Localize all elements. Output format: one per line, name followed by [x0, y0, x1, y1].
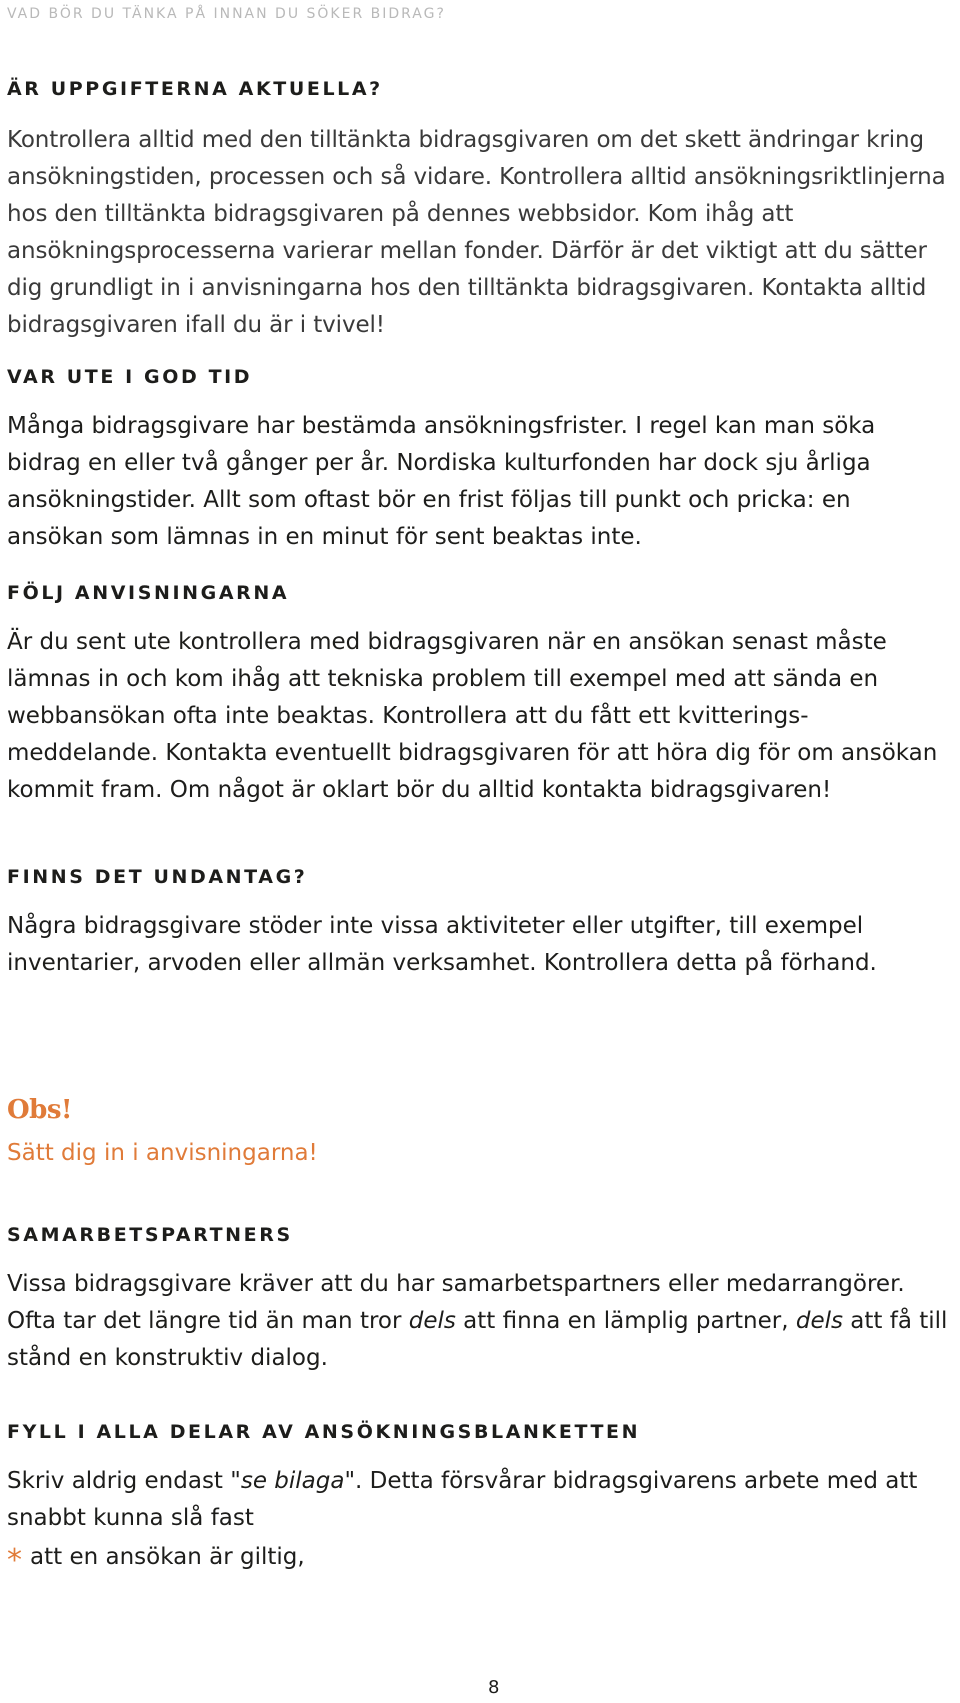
- section-fyll-i: [7, 1421, 952, 1537]
- section-body: [7, 1266, 952, 1377]
- section-body: Några bidragsgivare stöder inte vissa aktiviteter eller utgifter, till exempel inventarier, arvoden eller allmän verksamhet. Kontrollera detta på förhand.: [7, 913, 877, 976]
- emphasis: dels: [795, 1308, 843, 1334]
- section-heading: ÄR UPPGIFTERNA AKTUELLA?: [7, 78, 383, 100]
- section-body: Är du sent ute kontrollera med bidragsgivaren när en ansökan senast måste lämnas in och kom ihåg att tekniska problem till exempel med att sända en webbansökan ofta inte beaktas. Kontrollera att du fått ett kvitterings-meddelande. Kontakta eventuellt bidragsgivaren för att höra dig för om ansökan kommit fram. Om något är oklart bör du alltid kontakta bidragsgivaren!: [7, 629, 938, 803]
- section-heading: FÖLJ ANVISNINGARNA: [7, 582, 290, 604]
- bullet-text: att en ansökan är giltig,: [30, 1544, 305, 1570]
- body-part: att finna en lämplig partner,: [455, 1308, 796, 1334]
- section-body: [7, 1463, 952, 1537]
- body-part: Vissa bidragsgivare kräver att du har samarbetspartners eller medarrangörer. Ofta tar det längre tid än man tror: [7, 1271, 905, 1334]
- obs-text: Sätt dig in i anvisningarna!: [7, 1140, 318, 1166]
- emphasis: se bilaga: [240, 1468, 345, 1494]
- section-anvisningarna: [7, 582, 952, 809]
- running-head: VAD BÖR DU TÄNKA PÅ INNAN DU SÖKER BIDRAG?: [7, 6, 446, 22]
- section-body: Många bidragsgivare har bestämda ansökningsfrister. I regel kan man söka bidrag en eller två gånger per år. Nordiska kulturfonden har dock sju årliga ansökningstider. Allt som oftast bör en frist följas till punkt och pricka: en ansökan som lämnas in en minut för sent beaktas inte.: [7, 413, 876, 550]
- section-heading: FYLL I ALLA DELAR AV ANSÖKNINGSBLANKETTEN: [7, 1421, 641, 1443]
- asterisk-bullet-icon: *: [7, 1543, 22, 1578]
- bullet-item: [7, 1543, 305, 1578]
- body-part: Skriv aldrig endast ": [7, 1468, 241, 1494]
- page-number: 8: [488, 1677, 500, 1698]
- section-heading: VAR UTE I GOD TID: [7, 366, 253, 388]
- body-part: att få till stånd en konstruktiv dialog.: [7, 1308, 948, 1371]
- section-aktuella: [7, 78, 952, 344]
- section-god-tid: [7, 366, 952, 556]
- obs-mark: Obs!: [7, 1095, 72, 1125]
- section-heading: SAMARBETSPARTNERS: [7, 1224, 293, 1246]
- obs-mark-logo: [7, 1095, 72, 1125]
- section-undantag: [7, 866, 952, 982]
- emphasis: dels: [408, 1308, 456, 1334]
- section-heading: FINNS DET UNDANTAG?: [7, 866, 308, 888]
- body-part: ". Detta försvårar bidragsgivarens arbete med att snabbt kunna slå fast: [7, 1468, 918, 1531]
- section-samarbetspartners: [7, 1224, 952, 1377]
- section-body: Kontrollera alltid med den tilltänkta bidragsgivaren om det skett ändringar kring ansökningstiden, processen och så vidare. Kontrollera alltid ansökningsriktlinjerna hos den tilltänkta bidragsgivaren på dennes webbsidor. Kom ihåg att ansökningsprocesserna varierar mellan fonder. Därför är det viktigt att du sätter dig grundligt in i anvisningarna hos den tilltänkta bidragsgivaren. Kontakta alltid bidragsgivaren ifall du är i tvivel!: [7, 127, 946, 338]
